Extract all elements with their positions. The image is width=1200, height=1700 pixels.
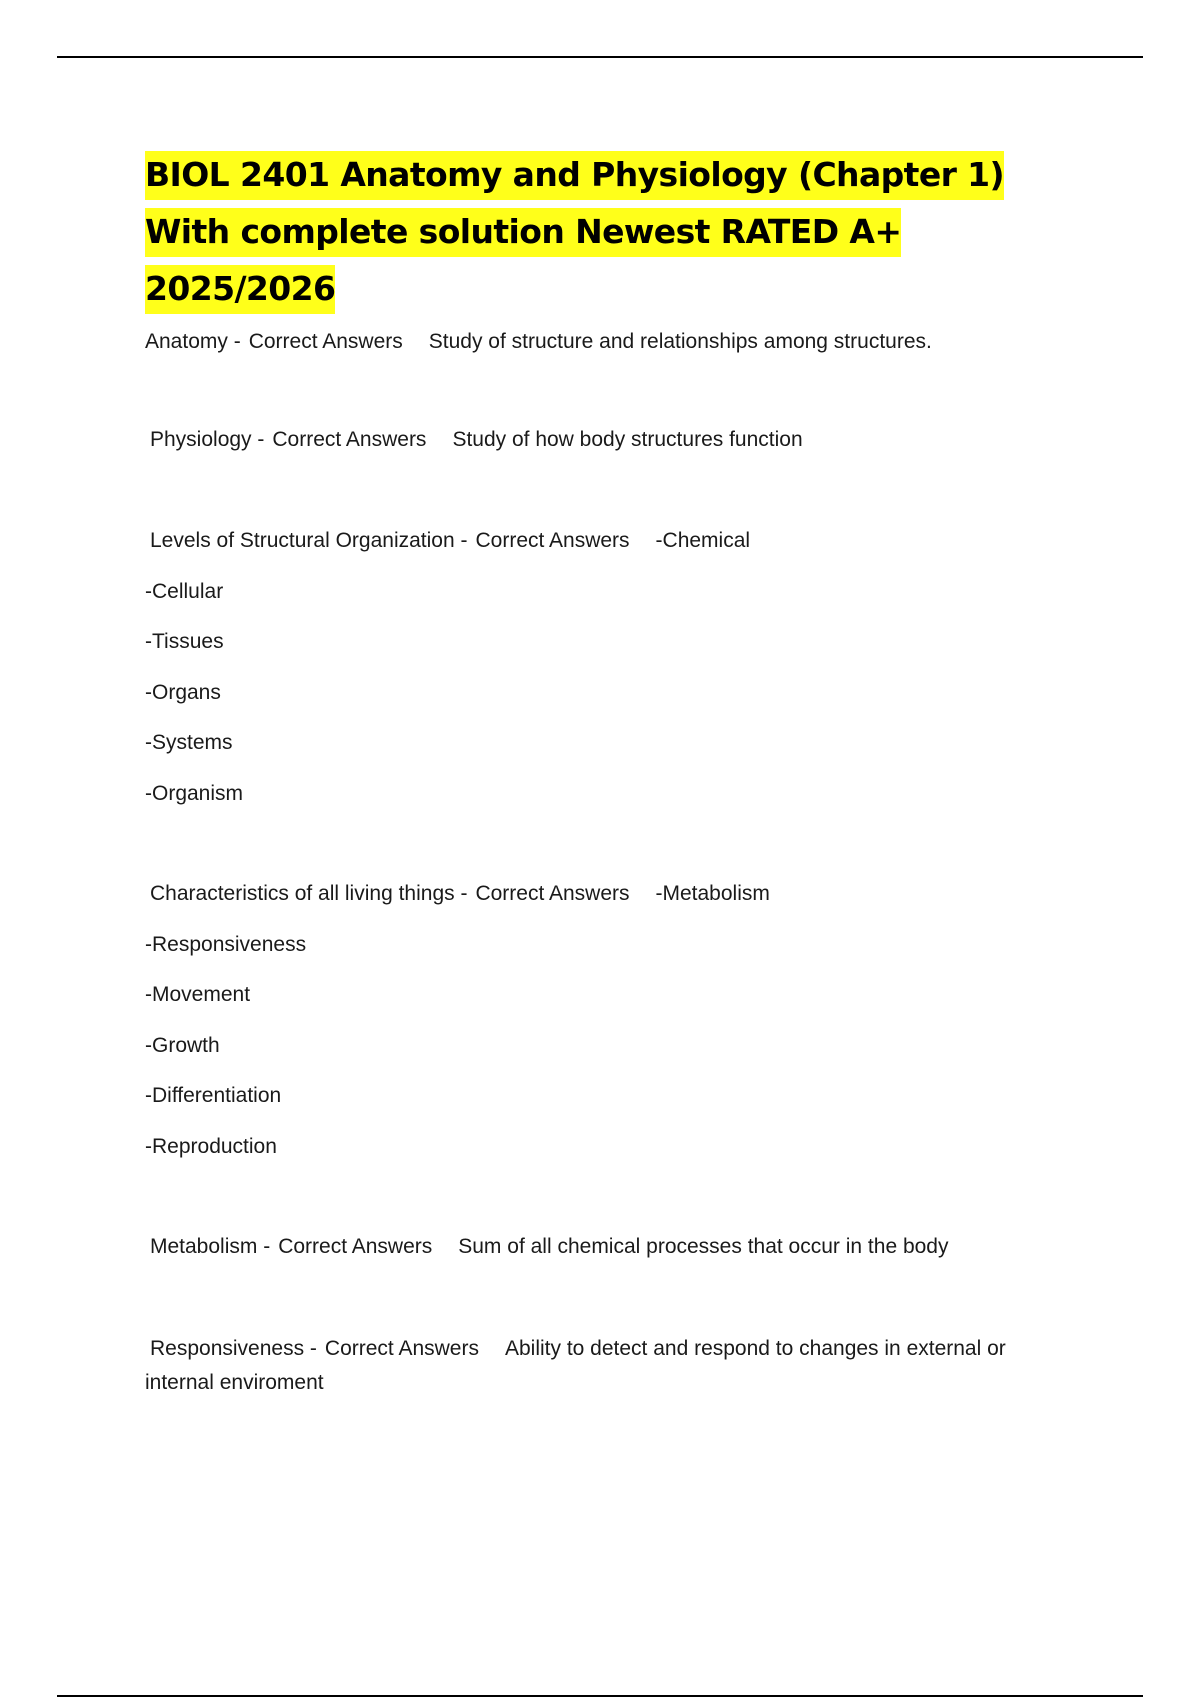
qa-entry-levels	[145, 524, 750, 558]
correct-answers-label: Correct Answers	[324, 1337, 479, 1360]
qa-entry-physiology	[145, 423, 803, 457]
entry-answer: -Chemical	[655, 529, 751, 552]
entry-term: Responsiveness -	[150, 1337, 317, 1360]
list-item: -Movement	[145, 983, 251, 1006]
correct-answers-label: Correct Answers	[272, 428, 427, 451]
correct-answers-label: Correct Answers	[475, 882, 630, 905]
top-divider	[57, 56, 1143, 58]
list-item: -Responsiveness	[145, 933, 307, 956]
list-item: -Cellular	[145, 580, 224, 603]
list-item: -Reproduction	[145, 1135, 277, 1158]
list-item: -Organism	[145, 782, 244, 805]
qa-entry-responsiveness	[145, 1332, 1065, 1400]
qa-entry-characteristics	[145, 877, 770, 911]
list-item: -Organs	[145, 681, 221, 704]
correct-answers-label: Correct Answers	[475, 529, 630, 552]
entry-answer: -Metabolism	[655, 882, 770, 905]
entry-answer: Ability to detect and respond to changes in external or internal enviroment	[145, 1337, 1006, 1394]
entry-answer: Study of structure and relationships among structures.	[428, 330, 932, 353]
entry-answer: Study of how body structures function	[452, 428, 803, 451]
title-highlight: BIOL 2401 Anatomy and Physiology (Chapter 1) With complete solution Newest RATED A+ 2025/2026	[145, 151, 1004, 314]
entry-term: Characteristics of all living things -	[150, 882, 468, 905]
entry-answer: Sum of all chemical processes that occur in the body	[458, 1235, 949, 1258]
qa-entry-anatomy	[145, 325, 932, 359]
bottom-divider	[57, 1695, 1143, 1697]
qa-entry-metabolism	[145, 1230, 949, 1264]
entry-term: Metabolism -	[150, 1235, 271, 1258]
document-title	[145, 146, 1085, 317]
list-item: -Differentiation	[145, 1084, 282, 1107]
list-item: -Tissues	[145, 630, 224, 653]
entry-term: Anatomy -	[145, 330, 241, 353]
entry-term: Physiology -	[150, 428, 265, 451]
correct-answers-label: Correct Answers	[248, 330, 403, 353]
correct-answers-label: Correct Answers	[278, 1235, 433, 1258]
entry-term: Levels of Structural Organization -	[150, 529, 468, 552]
list-item: -Systems	[145, 731, 233, 754]
list-item: -Growth	[145, 1034, 220, 1057]
